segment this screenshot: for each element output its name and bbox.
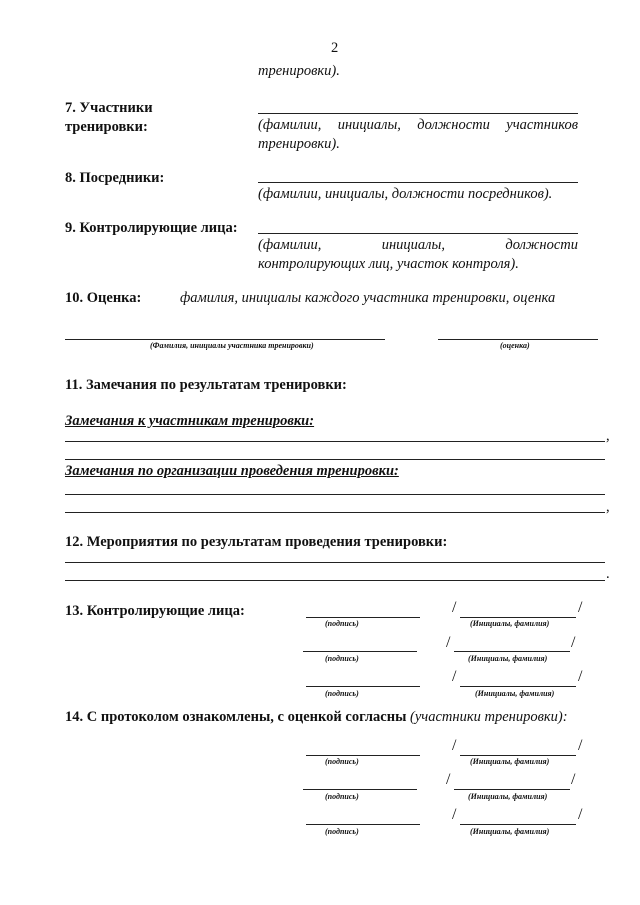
s14-slash-close-3: / bbox=[578, 806, 583, 823]
s7-hint-line2: тренировки). bbox=[258, 136, 340, 152]
s12-label: 12. Мероприятия по результатам проведения тренировки: bbox=[65, 534, 448, 550]
s13-signature-line-1[interactable] bbox=[306, 617, 420, 618]
s13-signature-line-2[interactable] bbox=[303, 651, 417, 652]
s11-comma2: , bbox=[606, 499, 610, 515]
s14-label: 14. С протоколом ознакомлены, с оценкой согласны bbox=[65, 709, 407, 725]
s9-hint-line1: (фамилии, инициалы, должности bbox=[258, 237, 578, 253]
s13-signature-caption-3: (подпись) bbox=[325, 689, 359, 698]
s13-initials-line-3[interactable] bbox=[460, 686, 576, 687]
s14-slash-open-2: / bbox=[446, 771, 451, 788]
s14-signature-caption-2: (подпись) bbox=[325, 792, 359, 801]
s10-name-line[interactable] bbox=[65, 339, 385, 340]
s12-line1[interactable] bbox=[65, 562, 605, 563]
s11-sub2: Замечания по организации проведения тренировки: bbox=[65, 463, 399, 479]
s14-initials-caption-2: (Инициалы, фамилия) bbox=[468, 792, 548, 801]
s12-line2[interactable] bbox=[65, 580, 605, 581]
s7-label-line2: тренировки: bbox=[65, 119, 148, 135]
s8-label: 8. Посредники: bbox=[65, 170, 165, 186]
s13-slash-close-3: / bbox=[578, 668, 583, 685]
s11-remark-line2[interactable] bbox=[65, 459, 605, 460]
s13-initials-caption-3: (Инициалы, фамилия) bbox=[475, 689, 555, 698]
s13-label: 13. Контролирующие лица: bbox=[65, 603, 245, 619]
s10-caption-grade: (оценка) bbox=[500, 341, 530, 350]
continuation-text: тренировки). bbox=[258, 63, 340, 79]
s14-label-italic: (участники тренировки): bbox=[410, 709, 568, 725]
s13-signature-caption-2: (подпись) bbox=[325, 654, 359, 663]
s10-text: фамилия, инициалы каждого участника тренировки, оценка bbox=[180, 290, 556, 306]
s11-remark-line3[interactable] bbox=[65, 494, 605, 495]
s11-remark-line4[interactable] bbox=[65, 512, 605, 513]
s13-initials-line-2[interactable] bbox=[454, 651, 570, 652]
s13-initials-line-1[interactable] bbox=[460, 617, 576, 618]
s13-signature-line-3[interactable] bbox=[306, 686, 420, 687]
s13-signature-caption-1: (подпись) bbox=[325, 619, 359, 628]
s8-hint: (фамилии, инициалы, должности посредников). bbox=[258, 186, 553, 202]
s11-comma1: , bbox=[606, 428, 610, 444]
s14-initials-line-3[interactable] bbox=[460, 824, 576, 825]
s9-hint-line2: контролирующих лиц, участок контроля). bbox=[258, 256, 519, 272]
s13-initials-caption-1: (Инициалы, фамилия) bbox=[470, 619, 550, 628]
s14-slash-close-2: / bbox=[571, 771, 576, 788]
s13-slash-open-3: / bbox=[452, 668, 457, 685]
s13-slash-open-1: / bbox=[452, 599, 457, 616]
s14-signature-caption-3: (подпись) bbox=[325, 827, 359, 836]
s14-signature-line-3[interactable] bbox=[306, 824, 420, 825]
s10-label: 10. Оценка: bbox=[65, 290, 142, 306]
s14-initials-caption-1: (Инициалы, фамилия) bbox=[470, 757, 550, 766]
s9-label: 9. Контролирующие лица: bbox=[65, 220, 238, 236]
s13-slash-close-2: / bbox=[571, 634, 576, 651]
s10-caption-name: (Фамилия, инициалы участника тренировки) bbox=[150, 341, 314, 350]
s7-fill-line[interactable] bbox=[258, 113, 578, 114]
s14-initials-line-1[interactable] bbox=[460, 755, 576, 756]
s13-initials-caption-2: (Инициалы, фамилия) bbox=[468, 654, 548, 663]
s13-slash-close-1: / bbox=[578, 599, 583, 616]
s14-signature-line-2[interactable] bbox=[303, 789, 417, 790]
s7-label-line1: 7. Участники bbox=[65, 100, 153, 116]
s11-remark-line1[interactable] bbox=[65, 441, 605, 442]
s14-initials-line-2[interactable] bbox=[454, 789, 570, 790]
s9-fill-line[interactable] bbox=[258, 233, 578, 234]
s13-slash-open-2: / bbox=[446, 634, 451, 651]
s14-initials-caption-3: (Инициалы, фамилия) bbox=[470, 827, 550, 836]
page-number: 2 bbox=[331, 40, 339, 56]
s14-slash-open-1: / bbox=[452, 737, 457, 754]
s14-signature-caption-1: (подпись) bbox=[325, 757, 359, 766]
s8-fill-line[interactable] bbox=[258, 182, 578, 183]
s14-slash-close-1: / bbox=[578, 737, 583, 754]
s14-slash-open-3: / bbox=[452, 806, 457, 823]
s10-grade-line[interactable] bbox=[438, 339, 598, 340]
s11-sub1: Замечания к участникам тренировки: bbox=[65, 413, 315, 429]
s12-period: . bbox=[606, 566, 610, 582]
s14-label-wrap bbox=[65, 709, 568, 726]
s11-label: 11. Замечания по результатам тренировки: bbox=[65, 377, 347, 393]
s7-hint-line1: (фамилии, инициалы, должности участников bbox=[258, 117, 578, 133]
s14-signature-line-1[interactable] bbox=[306, 755, 420, 756]
